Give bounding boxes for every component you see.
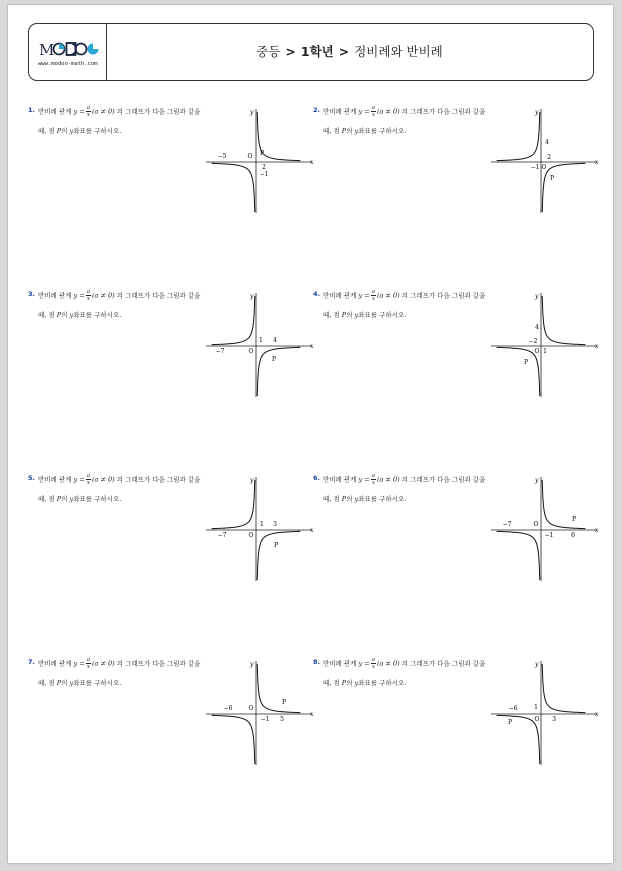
graph-label: P [271, 356, 277, 363]
graph-label: O [248, 532, 254, 539]
graph-label: P [273, 542, 279, 549]
hyperbola-graph [491, 289, 601, 399]
page-title [106, 24, 593, 80]
graph-label: 6 [571, 532, 575, 539]
x-axis-label: x [310, 711, 314, 718]
equation-condition: (a ≠ 0) [92, 659, 115, 668]
axis-variable: y [354, 311, 359, 319]
hyperbola-graph [491, 105, 601, 215]
graph-label: −7 [215, 348, 225, 355]
fraction-numerator: a [371, 289, 376, 295]
axis-variable: y [354, 679, 359, 687]
problem-number: 4. [313, 290, 320, 298]
graph-label: 4 [535, 324, 539, 331]
y-axis-label: y [535, 293, 539, 300]
text-line2-prefix: 때, 점 [323, 311, 340, 319]
graph-label: 3 [552, 716, 556, 723]
hyperbola-graph [206, 105, 316, 215]
modoo-logo-icon [39, 40, 99, 58]
problem-4 [313, 289, 603, 399]
point-name: P [56, 679, 62, 687]
x-axis-label: x [595, 159, 599, 166]
hyperbola-branch-left [212, 296, 255, 345]
text-prefix: 반비례 관계 [323, 475, 357, 484]
equation-condition: (a ≠ 0) [92, 475, 115, 484]
graph-label: P [549, 175, 555, 182]
text-suffix: 의 그래프가 다음 그림과 같을 [116, 107, 201, 116]
problem-1 [28, 105, 318, 215]
problem-number: 2. [313, 106, 320, 114]
graph-label: P [571, 516, 577, 523]
hyperbola-branch-right [542, 480, 585, 529]
text-prefix: 반비례 관계 [323, 291, 357, 300]
text-suffix: 의 그래프가 다음 그림과 같을 [401, 475, 486, 484]
hyperbola-branch-right [542, 163, 585, 212]
axis-variable: y [69, 495, 74, 503]
fraction-numerator: a [86, 657, 91, 663]
hyperbola-branch-left [497, 531, 540, 580]
graph-label: −1 [260, 716, 270, 723]
text-line2-suffix: 좌표를 구하시오. [358, 679, 407, 687]
hyperbola-graph [206, 289, 316, 399]
graph-label: O [248, 705, 254, 712]
graph-label: O [534, 348, 540, 355]
x-axis-label: x [310, 159, 314, 166]
text-line2-prefix: 때, 점 [38, 127, 55, 135]
problem-number: 1. [28, 106, 35, 114]
y-axis-label: y [250, 109, 254, 116]
fraction-numerator: a [371, 473, 376, 479]
x-axis-label: x [310, 343, 314, 350]
problem-number: 3. [28, 290, 35, 298]
graph-label: P [281, 699, 287, 706]
svg-text:M: M [39, 41, 55, 58]
fraction-denominator: x [371, 664, 375, 670]
hyperbola-branch-right [542, 664, 585, 713]
y-axis-label: y [250, 477, 254, 484]
problem-number: 8. [313, 658, 320, 666]
logo [29, 24, 107, 80]
graph-label: 4 [545, 139, 549, 146]
point-name: P [56, 495, 62, 503]
text-suffix: 의 그래프가 다음 그림과 같을 [401, 291, 486, 300]
fraction-denominator: x [86, 480, 90, 486]
hyperbola-graph [206, 657, 316, 767]
axis-variable: y [69, 311, 74, 319]
point-name: P [341, 127, 347, 135]
hyperbola-branch-left [212, 480, 255, 529]
equation-lhs: y = [73, 659, 85, 668]
hyperbola-branch-right [542, 296, 585, 345]
y-axis-label: y [535, 661, 539, 668]
text-line2-mid: 의 [61, 495, 68, 503]
fraction-numerator: a [86, 473, 91, 479]
problem-number: 5. [28, 474, 35, 482]
title-unit: 정비례와 반비례 [354, 44, 443, 59]
graph-label: 1 [259, 337, 263, 344]
equation-condition: (a ≠ 0) [377, 291, 400, 300]
equation-lhs: y = [358, 107, 370, 116]
text-prefix: 반비례 관계 [38, 291, 72, 300]
x-axis-label: x [595, 711, 599, 718]
text-line2-prefix: 때, 점 [323, 495, 340, 503]
graph-label: O [534, 716, 540, 723]
title-separator: > [285, 44, 296, 59]
text-prefix: 반비례 관계 [323, 659, 357, 668]
y-axis-label: y [535, 477, 539, 484]
y-axis-label: y [250, 661, 254, 668]
hyperbola-graph [206, 473, 316, 583]
graph-label: O [247, 153, 253, 160]
graph-label: 1 [543, 348, 547, 355]
text-line2-suffix: 좌표를 구하시오. [358, 127, 407, 135]
fraction [371, 289, 376, 302]
graph-label: −7 [217, 532, 227, 539]
equation-lhs: y = [358, 291, 370, 300]
axis-variable: y [69, 127, 74, 135]
hyperbola-branch-right [257, 347, 300, 396]
y-axis-label: y [535, 109, 539, 116]
text-line2-mid: 의 [346, 679, 353, 687]
text-suffix: 의 그래프가 다음 그림과 같을 [401, 107, 486, 116]
equation-condition: (a ≠ 0) [377, 659, 400, 668]
problem-3 [28, 289, 318, 399]
logo-url: www.modoo-math.com [38, 61, 98, 67]
hyperbola-branch-left [497, 112, 540, 161]
text-line2-suffix: 좌표를 구하시오. [358, 495, 407, 503]
hyperbola-branch-left [497, 715, 540, 764]
problem-number: 7. [28, 658, 35, 666]
text-suffix: 의 그래프가 다음 그림과 같을 [116, 291, 201, 300]
hyperbola-branch-right [257, 664, 300, 713]
hyperbola-branch-left [497, 347, 540, 396]
text-prefix: 반비례 관계 [38, 475, 72, 484]
graph-label: O [248, 348, 254, 355]
text-suffix: 의 그래프가 다음 그림과 같을 [116, 659, 201, 668]
equation-condition: (a ≠ 0) [377, 475, 400, 484]
text-prefix: 반비례 관계 [323, 107, 357, 116]
text-line2-suffix: 좌표를 구하시오. [73, 127, 122, 135]
graph-label: P [259, 150, 265, 157]
problem-number: 6. [313, 474, 320, 482]
title-separator: > [338, 44, 350, 59]
fraction-numerator: a [86, 105, 91, 111]
equation-condition: (a ≠ 0) [92, 107, 115, 116]
fraction [86, 289, 91, 302]
problem-7 [28, 657, 318, 767]
fraction-denominator: x [371, 296, 375, 302]
hyperbola-graph [491, 473, 601, 583]
fraction-denominator: x [371, 480, 375, 486]
hyperbola-branch-right [257, 531, 300, 580]
graph-label: O [541, 164, 547, 171]
text-line2-prefix: 때, 점 [38, 679, 55, 687]
axis-variable: y [354, 127, 359, 135]
equation-lhs: y = [73, 475, 85, 484]
fraction-denominator: x [371, 112, 375, 118]
fraction [86, 657, 91, 670]
text-line2-suffix: 좌표를 구하시오. [358, 311, 407, 319]
equation-condition: (a ≠ 0) [92, 291, 115, 300]
text-line2-mid: 의 [346, 311, 353, 319]
equation-lhs: y = [358, 475, 370, 484]
equation-lhs: y = [73, 107, 85, 116]
text-line2-mid: 의 [61, 311, 68, 319]
fraction-numerator: a [86, 289, 91, 295]
point-name: P [341, 495, 347, 503]
text-suffix: 의 그래프가 다음 그림과 같을 [401, 659, 486, 668]
text-suffix: 의 그래프가 다음 그림과 같을 [116, 475, 201, 484]
fraction [371, 473, 376, 486]
fraction [86, 473, 91, 486]
title-grade: 1학년 [300, 44, 334, 59]
fraction-denominator: x [86, 664, 90, 670]
text-line2-prefix: 때, 점 [323, 679, 340, 687]
point-name: P [341, 679, 347, 687]
graph-label: −2 [528, 338, 538, 345]
hyperbola-graph [491, 657, 601, 767]
graph-label: −5 [217, 153, 227, 160]
text-line2-prefix: 때, 점 [38, 495, 55, 503]
text-prefix: 반비례 관계 [38, 107, 72, 116]
problem-2 [313, 105, 603, 215]
graph-label: 2 [262, 164, 266, 171]
worksheet-page [8, 5, 613, 863]
graph-label: 1 [260, 521, 264, 528]
graph-label: 4 [273, 337, 277, 344]
text-line2-mid: 의 [346, 495, 353, 503]
x-axis-label: x [310, 527, 314, 534]
fraction-denominator: x [86, 112, 90, 118]
fraction-denominator: x [86, 296, 90, 302]
graph-label: P [523, 359, 529, 366]
problem-5 [28, 473, 318, 583]
hyperbola-branch-left [212, 715, 255, 764]
worksheet-header [28, 23, 594, 81]
x-axis-label: x [595, 343, 599, 350]
text-prefix: 반비례 관계 [38, 659, 72, 668]
x-axis-label: x [595, 527, 599, 534]
point-name: P [56, 311, 62, 319]
title-level: 중등 [256, 44, 281, 59]
graph-label: −6 [223, 705, 233, 712]
fraction-numerator: a [371, 657, 376, 663]
text-line2-suffix: 좌표를 구하시오. [73, 311, 122, 319]
text-line2-suffix: 좌표를 구하시오. [73, 679, 122, 687]
graph-label: −7 [502, 521, 512, 528]
graph-label: 3 [273, 521, 277, 528]
problem-6 [313, 473, 603, 583]
graph-label: −6 [508, 705, 518, 712]
graph-label: 1 [534, 704, 538, 711]
hyperbola-branch-left [212, 163, 255, 212]
text-line2-mid: 의 [346, 127, 353, 135]
graph-label: O [533, 521, 539, 528]
point-name: P [341, 311, 347, 319]
text-line2-mid: 의 [61, 127, 68, 135]
problem-8 [313, 657, 603, 767]
text-line2-mid: 의 [61, 679, 68, 687]
graph-label: P [507, 719, 513, 726]
graph-label: −1 [259, 171, 269, 178]
graph-label: −1 [544, 532, 554, 539]
fraction [371, 105, 376, 118]
fraction [86, 105, 91, 118]
point-name: P [56, 127, 62, 135]
equation-condition: (a ≠ 0) [377, 107, 400, 116]
equation-lhs: y = [358, 659, 370, 668]
fraction [371, 657, 376, 670]
graph-label: 5 [280, 716, 284, 723]
text-line2-suffix: 좌표를 구하시오. [73, 495, 122, 503]
axis-variable: y [69, 679, 74, 687]
axis-variable: y [354, 495, 359, 503]
graph-label: 2 [547, 154, 551, 161]
fraction-numerator: a [371, 105, 376, 111]
graph-label: −1 [530, 164, 540, 171]
text-line2-prefix: 때, 점 [38, 311, 55, 319]
y-axis-label: y [250, 293, 254, 300]
text-line2-prefix: 때, 점 [323, 127, 340, 135]
equation-lhs: y = [73, 291, 85, 300]
